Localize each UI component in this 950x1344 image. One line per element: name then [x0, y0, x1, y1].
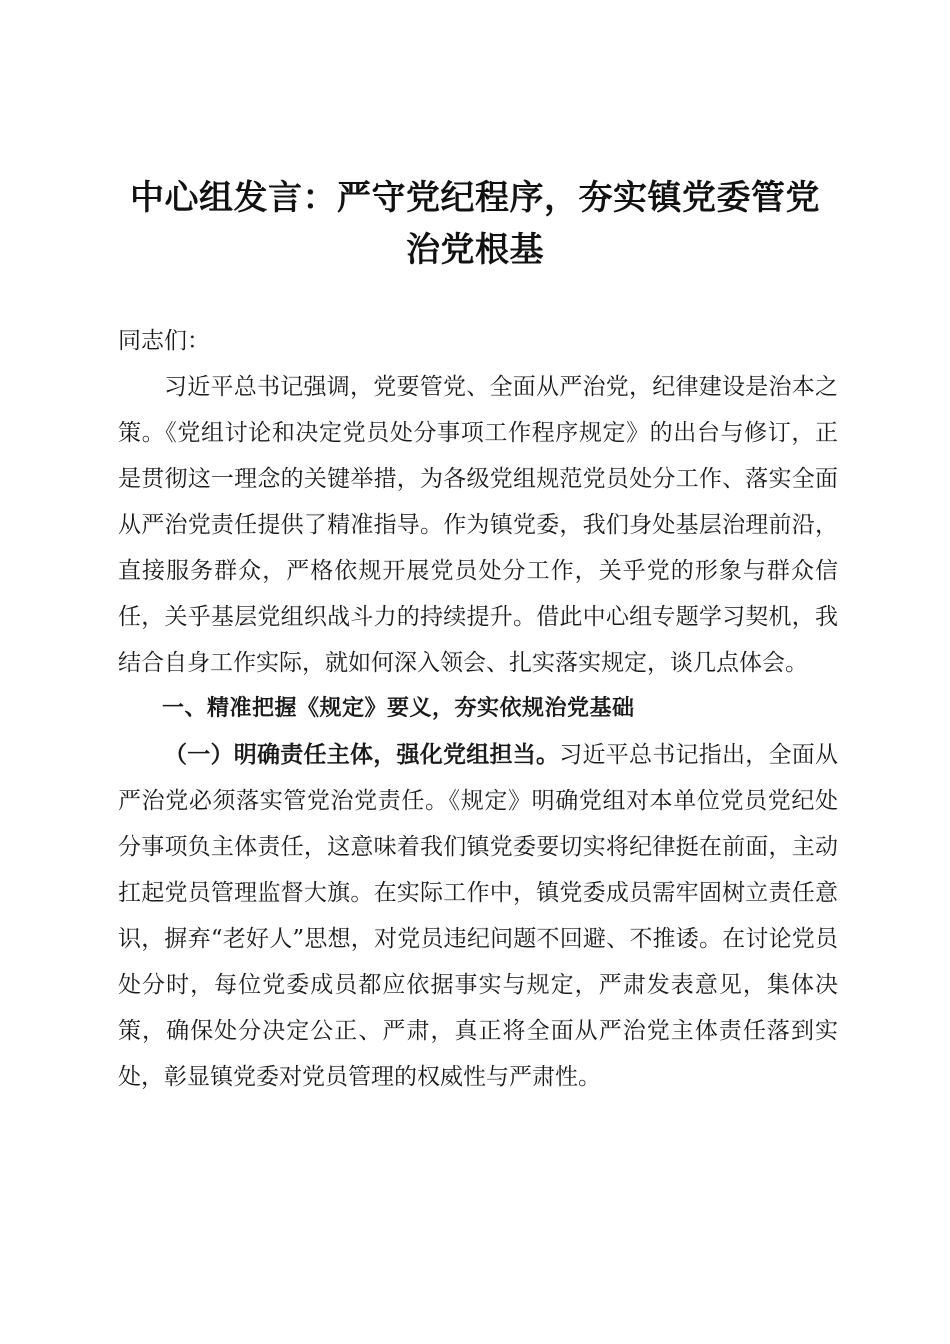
salutation: 同志们： [118, 328, 210, 354]
title-line-2: 治党根基 [406, 230, 544, 270]
subsection-lead-1: （一）明确责任主体，强化党组担当。 [164, 741, 560, 768]
document-title [100, 172, 850, 276]
intro-paragraph: 习近平总书记强调，党要管党、全面从严治党，纪律建设是治本之策。《党组讨论和决定党员处分事项工作程序规定》的出台与修订，正是贯彻这一理念的关键举措，为各级党组规范党员处分工作、落实全面从严治党责任提供了精准指导。作为镇党委，我们身处基层治理前沿，直接服务群众，严格依规开展党员处分工作，关乎党的形象与群众信任，关乎基层党组织战斗力的持续提升。借此中心组专题学习契机，我结合自身工作实际，就如何深入领会、扎实落实规定，谈几点体会。 [118, 374, 838, 676]
subsection-paragraph-1 [118, 732, 838, 1100]
subsection-body-1: 习近平总书记指出，全面从严治党必须落实管党治党责任。《规定》明确党组对本单位党员党纪处分事项负主体责任，这意味着我们镇党委要切实将纪律挺在前面，主动扛起党员管理监督大旗。在实际工作中，镇党委成员需牢固树立责任意识，摒弃“老好人”思想，对党员违纪问题不回避、不推诿。在讨论党员处分时，每位党委成员都应依据事实与规定，严肃发表意见，集体决策，确保处分决定公正、严肃，真正将全面从严治党主体责任落到实处，彰显镇党委对党员管理的权威性与严肃性。 [118, 742, 838, 1090]
document-body [118, 318, 838, 1100]
title-line-1: 中心组发言：严守党纪程序，夯实镇党委管党 [130, 178, 820, 218]
section-heading-1: 一、精准把握《规定》要义，夯实依规治党基础 [162, 696, 635, 721]
